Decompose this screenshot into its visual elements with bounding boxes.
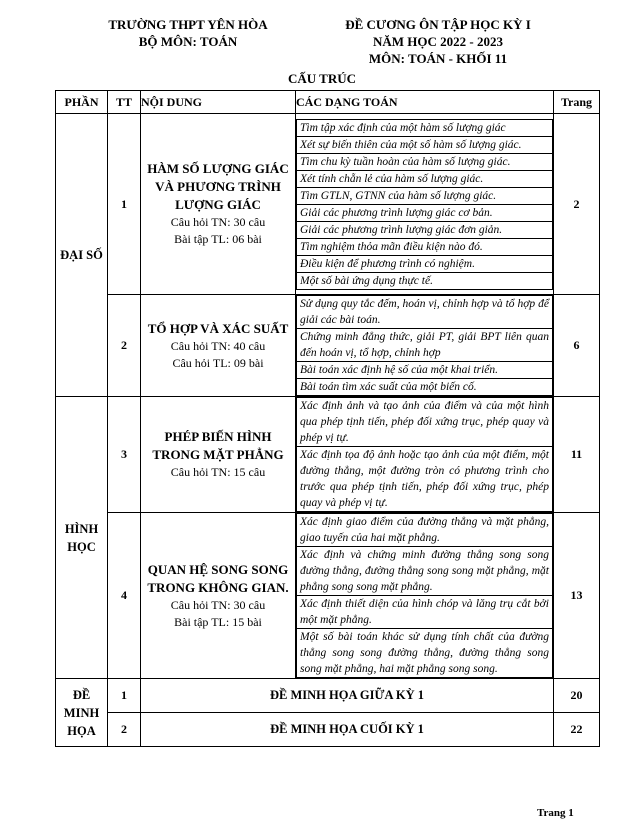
- page-number: 22: [554, 713, 600, 747]
- row-number: 2: [108, 295, 141, 397]
- department-name: BỘ MÔN: TOÁN: [138, 34, 238, 49]
- problem-types-cell: [296, 295, 554, 397]
- page-number: 20: [554, 679, 600, 713]
- table-row: [56, 397, 600, 513]
- list-item: Xác định và chứng minh đường thẳng song song đường thẳng, đường thẳng song song mặt phẳng, mặt phẳng song song mặt phẳng.: [296, 546, 553, 596]
- page-number: 6: [554, 295, 600, 397]
- list-item: Một số bài ứng dụng thực tế.: [296, 272, 553, 290]
- column-header-noi-dung: NỘI DUNG: [141, 91, 296, 114]
- school-year: NĂM HỌC 2022 - 2023: [373, 34, 503, 49]
- row-number: 1: [108, 679, 141, 713]
- page-number: 2: [554, 114, 600, 295]
- page-number: 11: [554, 397, 600, 513]
- row-number: 4: [108, 513, 141, 679]
- content-title: QUAN HỆ SONG SONG TRONG KHÔNG GIAN.: [147, 561, 289, 595]
- list-item: Tìm chu kỳ tuần hoàn của hàm số lượng giác.: [296, 153, 553, 171]
- list-item: Một số bài toán khác sử dụng tính chất của đường thẳng song song đường thẳng, đường thẳng song song mặt phẳng, hai mặt phẳng song song.: [296, 628, 553, 678]
- problem-types-cell: [296, 397, 554, 513]
- table-row: [56, 295, 600, 397]
- list-item: Xác định giao điểm của đường thẳng và mặt phẳng, giao tuyến của hai mặt phẳng.: [296, 513, 553, 547]
- list-item: Xác định tọa độ ảnh hoặc tạo ảnh của một điểm, một đường thẳng, một đường tròn có phương trình cho trước qua phép tịnh tiến, phép đối xứng trục, phép quay và phép vị tự.: [296, 446, 553, 512]
- list-item: Tìm nghiệm thỏa mãn điều kiện nào đó.: [296, 238, 553, 256]
- column-header-dang-toan: CÁC DẠNG TOÁN: [296, 91, 554, 114]
- problem-types-cell: [296, 513, 554, 679]
- school-name: TRƯỜNG THPT YÊN HÒA: [108, 17, 268, 32]
- structure-table: [55, 90, 600, 747]
- part-hinh-hoc: HÌNH HỌC: [56, 397, 108, 679]
- list-item: Giải các phương trình lượng giác cơ bản.: [296, 204, 553, 222]
- list-item: Chứng minh đẳng thức, giải PT, giải BPT liên quan đến hoán vị, tổ hợp, chỉnh hợp: [296, 328, 553, 362]
- exam-label: ĐỀ MINH HỌA GIỮA KỲ 1: [141, 679, 554, 713]
- row-number: 1: [108, 114, 141, 295]
- document-title: ĐỀ CƯƠNG ÔN TẬP HỌC KỲ I: [345, 17, 531, 32]
- subject-grade: MÔN: TOÁN - KHỐI 11: [368, 51, 508, 66]
- content-cell: QUAN HỆ SONG SONG TRONG KHÔNG GIAN. Câu hỏi TN: 30 câu Bài tập TL: 15 bài: [141, 513, 296, 679]
- problem-types-cell: [296, 114, 554, 295]
- table-row: [56, 513, 600, 679]
- list-item: Sử dụng quy tắc đếm, hoán vị, chỉnh hợp và tổ hợp để giải các bài toán.: [296, 295, 553, 329]
- list-item: Tìm GTLN, GTNN của hàm số lượng giác.: [296, 187, 553, 205]
- part-de-minh-hoa: ĐỀ MINH HỌA: [56, 679, 108, 747]
- table-row: [56, 114, 600, 295]
- list-item: Bài toán xác định hệ số của một khai triển.: [296, 361, 553, 379]
- part-dai-so: ĐẠI SỐ: [56, 114, 108, 397]
- content-cell: TỔ HỢP VÀ XÁC SUẤT Câu hỏi TN: 40 câu Câu hỏi TL: 09 bài: [141, 295, 296, 397]
- section-title: CẤU TRÚC: [287, 71, 356, 86]
- list-item: Giải các phương trình lượng giác đơn giản.: [296, 221, 553, 239]
- column-header-phan: PHẦN: [56, 91, 108, 114]
- content-title: TỔ HỢP VÀ XÁC SUẤT: [147, 320, 289, 336]
- content-title: HÀM SỐ LƯỢNG GIÁC VÀ PHƯƠNG TRÌNH LƯỢNG GIÁC: [147, 161, 289, 212]
- list-item: Bài toán tìm xác suất của một biến cố.: [296, 378, 553, 396]
- column-header-tt: TT: [108, 91, 141, 114]
- list-item: Xác định thiết diện của hình chóp và lăng trụ cắt bởi một mặt phẳng.: [296, 595, 553, 629]
- list-item: Xét tính chẵn lẻ của hàm số lượng giác.: [296, 170, 553, 188]
- list-item: Xét sự biến thiên của một số hàm số lượng giác.: [296, 136, 553, 154]
- page-number: 13: [554, 513, 600, 679]
- school-header: [88, 16, 288, 50]
- document-header: [318, 16, 558, 67]
- content-cell: HÀM SỐ LƯỢNG GIÁC VÀ PHƯƠNG TRÌNH LƯỢNG GIÁC Câu hỏi TN: 30 câu Bài tập TL: 06 bài: [141, 114, 296, 295]
- row-number: 2: [108, 713, 141, 747]
- row-number: 3: [108, 397, 141, 513]
- table-row: [56, 679, 600, 713]
- content-cell: PHÉP BIẾN HÌNH TRONG MẶT PHẲNG Câu hỏi TN: 15 câu: [141, 397, 296, 513]
- table-row: [56, 713, 600, 747]
- list-item: Điều kiện để phương trình có nghiệm.: [296, 255, 553, 273]
- table-header-row: [56, 91, 600, 114]
- page-footer: Trang 1: [537, 807, 574, 819]
- list-item: Xác định ảnh và tạo ảnh của điểm và của một hình qua phép tịnh tiến, phép đối xứng trục, phép quay và phép vị tự.: [296, 397, 553, 447]
- column-header-trang: Trang: [554, 91, 600, 114]
- list-item: Tìm tập xác định của một hàm số lượng giác: [296, 119, 553, 137]
- exam-label: ĐỀ MINH HỌA CUỐI KỲ 1: [141, 713, 554, 747]
- content-title: PHÉP BIẾN HÌNH TRONG MẶT PHẲNG: [152, 429, 284, 462]
